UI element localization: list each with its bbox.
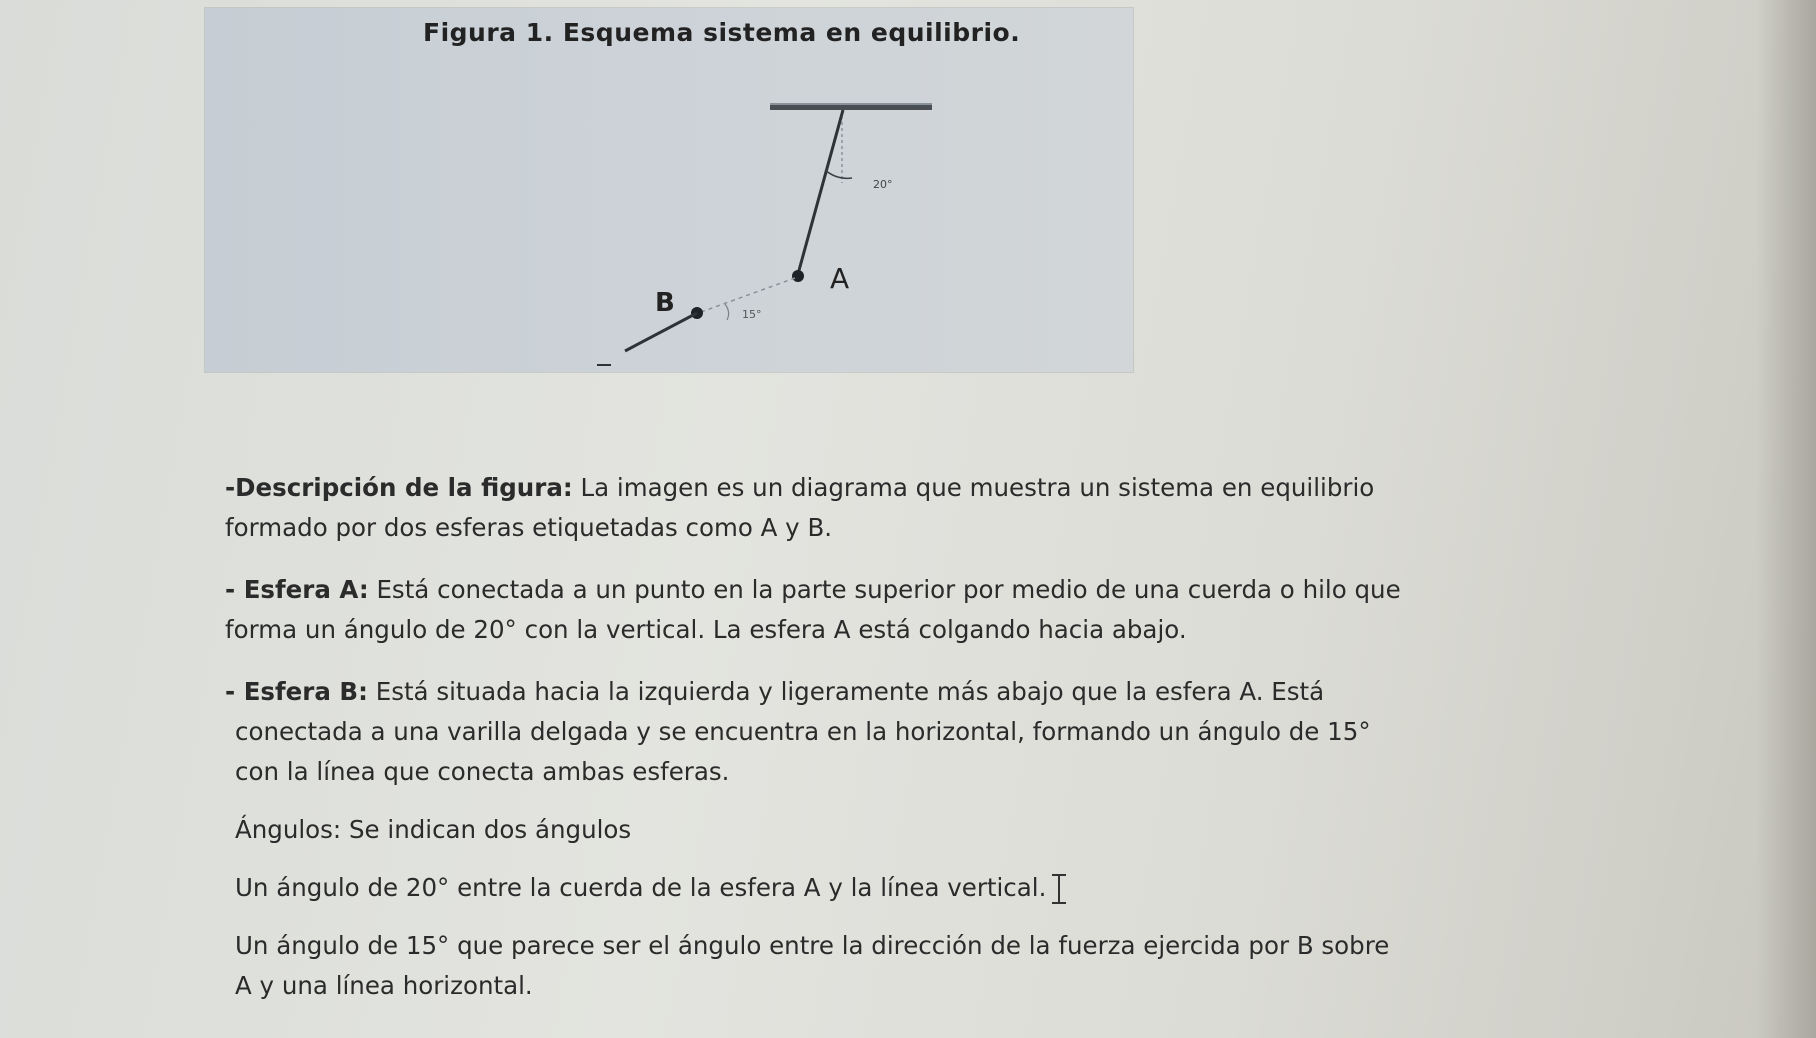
angle-label-15: 15°	[742, 308, 762, 321]
sphere-a-body: Está conectada a un punto en la parte superior por medio de una cuerda o hilo que	[368, 575, 1401, 604]
description-line-2: formado por dos esferas etiquetadas como A y B.	[225, 513, 833, 542]
sphere-a-line-2: forma un ángulo de 20° con la vertical. La esfera A está colgando hacia abajo.	[225, 615, 1187, 644]
description-body: La imagen es un diagrama que muestra un sistema en equilibrio	[572, 473, 1375, 502]
description-text	[225, 468, 1545, 1006]
sphere-b-line-1	[225, 672, 1545, 712]
description-label: -Descripción de la figura:	[225, 473, 573, 502]
description-line-1	[225, 468, 1545, 508]
angle-15-arc	[725, 304, 729, 320]
sphere-b-line-3: con la línea que conecta ambas esferas.	[235, 757, 730, 786]
angle-1-text: Un ángulo de 20° entre la cuerda de la esfera A y la línea vertical.	[235, 873, 1047, 902]
figure-title: Figura 1. Esquema sistema en equilibrio.	[423, 18, 1021, 47]
sphere-b-label: - Esfera B:	[225, 677, 368, 706]
sphere-b-line-2: conectada a una varilla delgada y se encuentra en la horizontal, formando un ángulo de 15°	[235, 717, 1371, 746]
rod-from-sphere-b	[625, 313, 697, 351]
angle-2-line-2: A y una línea horizontal.	[235, 971, 533, 1000]
string-to-sphere-a	[798, 110, 843, 274]
figure-panel	[205, 8, 1133, 372]
angle-label-20: 20°	[873, 178, 893, 191]
sphere-a-line-1	[225, 570, 1545, 610]
page-edge-shadow	[1756, 0, 1816, 1038]
angles-heading: Ángulos: Se indican dos ángulos	[235, 815, 632, 844]
sphere-a-label: - Esfera A:	[225, 575, 369, 604]
label-b: B	[655, 288, 675, 318]
line-b-to-a	[701, 278, 795, 312]
angle-20-arc	[825, 170, 852, 178]
angle-2-line-1: Un ángulo de 15° que parece ser el ángulo entre la dirección de la fuerza ejercida por B sobre	[235, 931, 1390, 960]
angle-1-line	[225, 868, 1545, 908]
sphere-b-body: Está situada hacia la izquierda y ligeramente más abajo que la esfera A. Está	[367, 677, 1325, 706]
label-a: A	[830, 262, 850, 295]
text-cursor-icon	[1052, 874, 1066, 904]
sphere-a	[792, 270, 804, 282]
